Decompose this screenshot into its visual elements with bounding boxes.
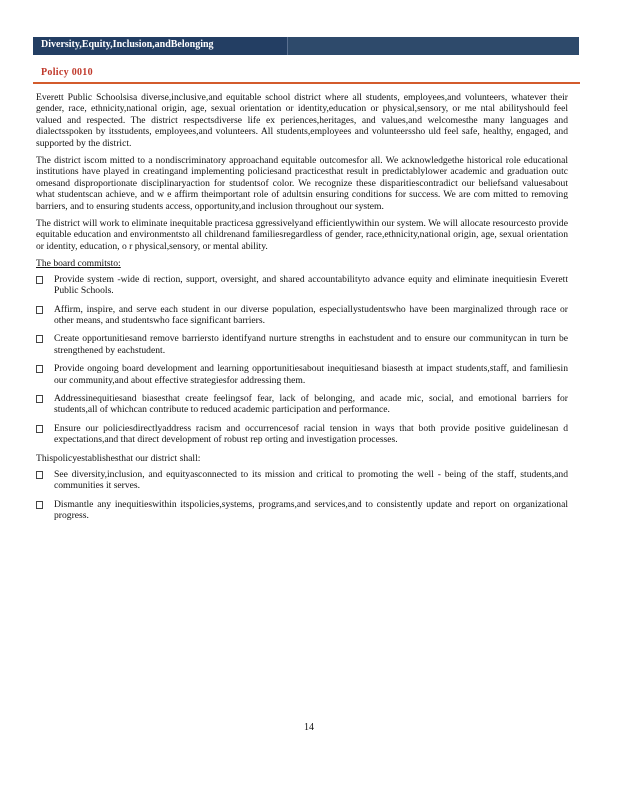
list-item: See diversity,inclusion, and equityasconnected to its mission and critical to promoting the well - being of the staff, students,and communities it serves. bbox=[36, 469, 568, 492]
checkbox-bullet-icon bbox=[36, 471, 43, 479]
policy-divider bbox=[33, 82, 580, 84]
elimination-paragraph: The district will work to eliminate inequitable practicesa ggressivelyand efficientlywithin our system. We will allocate resourcesto provide equitable education and environmentsto all childrenand familiesregardless of gender, race,ethnicity,national origin, age, sexual orientation or identity, education, o r physical,sensory, or mental ability. bbox=[36, 218, 568, 252]
checkbox-bullet-icon bbox=[36, 501, 43, 509]
board-commitments-list bbox=[36, 274, 568, 446]
list-item: Addressinequitiesand biasesthat create feelingsof fear, lack of belonging, and acade mic, social, and emotional barriers for students,all of whichcan contribute to reduced academic participation and performance. bbox=[36, 393, 568, 416]
checkbox-bullet-icon bbox=[36, 306, 43, 314]
list-item: Provide ongoing board development and learning opportunitiesabout inequitiesand biasesth at impact students,staff, and familiesin our community,and about effective strategiesfor addressing them. bbox=[36, 363, 568, 386]
list-item: Dismantle any inequitieswithin itspolicies,systems, programs,and services,and to consistently update and report on organizational progress. bbox=[36, 499, 568, 522]
checkbox-bullet-icon bbox=[36, 365, 43, 373]
list-item: Ensure our policiesdirectlyaddress racism and occurrencesof racial tension in ways that both provide positive guidelinesan d expectations,and that direct development of robust rep orting and investigation processes. bbox=[36, 423, 568, 446]
list-item: Create opportunitiesand remove barriersto identifyand nurture strengths in eachstudent and to ensure our communitycan in turn be strengthened by eachstudent. bbox=[36, 333, 568, 356]
page-number: 14 bbox=[304, 722, 314, 733]
board-commitments-heading: The board commitsto: bbox=[36, 258, 121, 270]
list-item: Provide system -wide di rection, support, oversight, and shared accountabilityto advance equity and eliminate inequitiesin Everett Public Schools. bbox=[36, 274, 568, 297]
section-header-bar bbox=[33, 37, 579, 55]
checkbox-bullet-icon bbox=[36, 335, 43, 343]
checkbox-bullet-icon bbox=[36, 425, 43, 433]
list-item: Affirm, inspire, and serve each student in our diverse population, especiallystudentswho have been marginalized through race or other means, and studentswho face significant barriers. bbox=[36, 304, 568, 327]
intro-paragraph: Everett Public Schoolsisa diverse,inclusive,and equitable school district where all students, employees,and volunteers, whatever their gender, race, ethnicity,national origin, age, sexual orientation or identity,education or physical,sensory, or me ntal abilityshould feel valued and respected. The district respectsdiverse life ex periences,heritages, and values,and welcomesthe many languages and dialectsspoken by itsstudents, employees,and volunteers. All students,employees and volunteerssho uld feel safe, healthy, engaged, and supported by the district. bbox=[36, 92, 568, 149]
district-shall-list bbox=[36, 469, 568, 522]
checkbox-bullet-icon bbox=[36, 276, 43, 284]
policy-body bbox=[36, 92, 568, 529]
district-shall-heading: Thispolicyestablishesthat our district shall: bbox=[36, 452, 201, 464]
checkbox-bullet-icon bbox=[36, 395, 43, 403]
policy-number: Policy 0010 bbox=[41, 67, 93, 78]
section-title: Diversity,Equity,Inclusion,andBelonging bbox=[41, 39, 214, 50]
commitment-paragraph: The district iscom mitted to a nondiscriminatory approachand equitable outcomesfor all. We acknowledgethe historical role educational institutions have played in creatingand implementing policiesand practicesthat result in predictablylower academic and graduation outc omesand disproportionate disciplinaryaction for studentsof color. We recognize these disparitiescontradict our beliefsand valuesabout what studentscan achieve, and w e affirm theimportant role of adultsin ensuring conditions for success. We are com mitted to removing barriers, and to ensuring students access, opportunity,and inclusion throughout our system. bbox=[36, 155, 568, 212]
